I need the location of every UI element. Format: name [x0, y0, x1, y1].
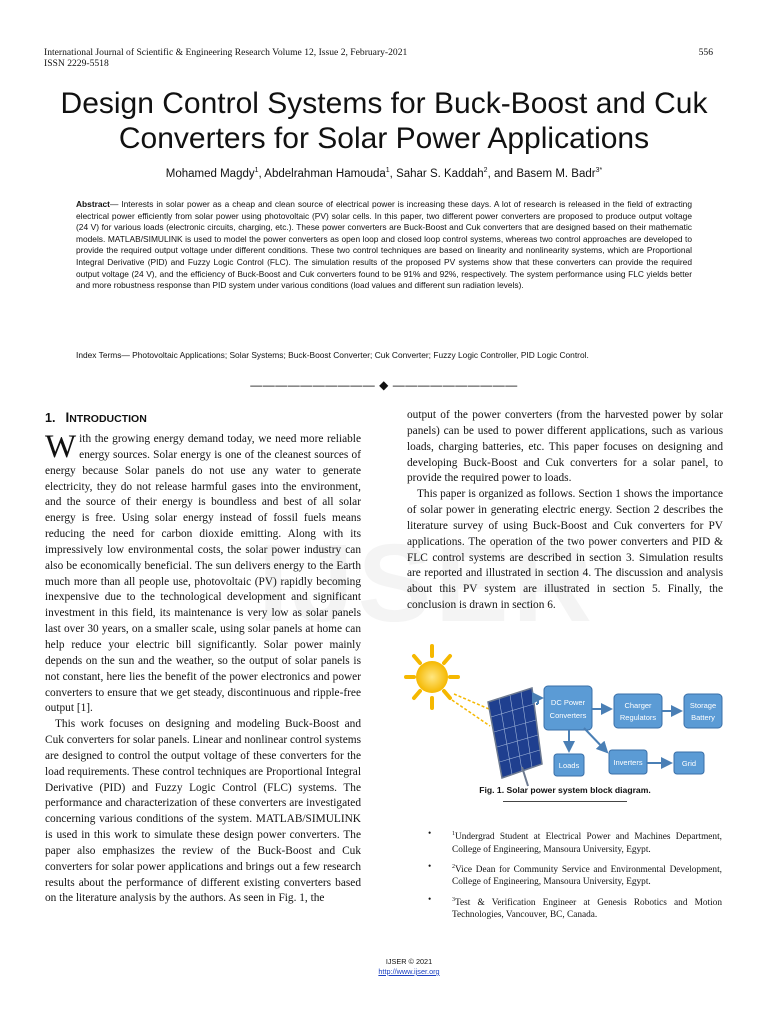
- journal-header: International Journal of Scientific & Engineering Research Volume 12, Issue 2, February-2021: [44, 47, 408, 58]
- footnote-text: Vice Dean for Community Service and Environmental Development, College of Engineering, Mansoura University, Egypt.: [452, 865, 722, 888]
- charger-regulators-block: [614, 694, 662, 728]
- grid-block: [674, 752, 704, 774]
- body-paragraph: This paper is organized as follows. Section 1 shows the importance of solar power in generating electric energy. Section 2 describes the literature survey of using Buck-Boost and Cuk converters for PV applications. The operation of the two power converters and PID & FLC control systems are described in section 3. Simulation results are reported and illustrated in section 4. The discussion and analysis about this PV system are illustrated in section 5. Finally, the conclusion is drawn in section 6.: [407, 488, 723, 612]
- author-affiliation-mark: 3*: [595, 167, 603, 174]
- storage-label-1: Storage: [689, 701, 717, 710]
- footnote-item: [428, 894, 722, 922]
- author-affiliation-mark: 1: [254, 167, 259, 174]
- author-separator: ,: [389, 167, 397, 180]
- footer-copyright: IJSER © 2021: [385, 957, 433, 966]
- bullet-icon: •: [428, 861, 432, 872]
- author-footnotes: [428, 828, 722, 927]
- dc-power-label-2: Converters: [549, 711, 587, 720]
- body-paragraph: output of the power converters (from the harvested power by solar panels) can be used to power different applications, such as various loads, charging batteries, etc. This paper focuses on designing and developing Buck-Boost and Cuk converters for a solar panel, to provide the required power to loads.: [407, 409, 723, 485]
- dc-power-converters-block: [544, 686, 592, 730]
- section-title-rest: NTRODUCTION: [69, 413, 147, 425]
- loads-label: Loads: [558, 761, 580, 770]
- footnote-mark: 2: [452, 863, 455, 870]
- author-affiliation-mark: 2: [483, 167, 488, 174]
- charger-label-1: Charger: [624, 701, 652, 710]
- author-name: Basem M. Badr: [516, 167, 596, 180]
- section-number: 1.: [45, 411, 56, 425]
- solar-panel-icon: [488, 688, 542, 786]
- paragraph-text: ith the growing energy demand today, we need more reliable energy sources. Solar energy is one of the cleanest sources of energy because Solar panels do not use any water to generate electricity, they do not release harmful gases into the environment, and the source of their energy is boundless and best of all solar energy is free. Using solar energy instead of fossil fuels means reducing the need for carbon dioxide emitting. Along with its impressively low environmental costs, the solar power industry can also be economically beneficial. The sun delivers energy to the Earth much more than all people use, photovoltaic (PV) rapidly becoming inexpensive due to the technological development and significant investment in this field, its maintenance is very low as solar panels last over 30 years, on a smaller scale, using solar panels at home can help reduce your electric bill significantly. Solar power mainly depends on the sun and the weather, so the output of solar panels is not constant, here lies the benefit of the power electronics and power converters to ensure that we get steady, discontinuous and ripple-free output [1].: [45, 433, 361, 715]
- author-affiliation-mark: 1: [385, 167, 390, 174]
- paper-title: Design Control Systems for Buck-Boost and Cuk Converters for Solar Power Applications: [60, 87, 708, 155]
- footnote-item: [428, 828, 722, 856]
- abstract-text: — Interests in solar power as a cheap and clean source of electrical power is increasing these days. A lot of research is released in the field of extracting electrical power efficiently from solar power using photovoltaic (PV) solar cells. In this paper, two different power converters are proposed to produce output voltage (24 V) for various loads (electronic circuits, charging, etc.). These power converters are Buck-Boost and Cuk converters that are designed based on their mathematic models. MATLAB/SIMULINK is used to model the power converters as open loop and closed loop control systems, whereas two control approaches are developed to provide the required output voltage under different conditions. These two control techniques are based on linearity and nonlinearity systems, which are Proportional Integral Derivative (PID) and Fuzzy Logic Control (FLC). The simulation results of the proposed PV systems show that these converters can provide the required output voltage (24 V), and the efficiency of Buck-Boost and Cuk converters found to be 91% and 92%, respectively. The system performance using FLC yields better and more robustness response than PID system under various conditions (load values and different sun radiation levels).: [76, 199, 692, 291]
- author-name: Mohamed Magdy: [165, 167, 255, 180]
- section-heading: [45, 410, 147, 425]
- footer-link[interactable]: http://www.ijser.org: [378, 967, 440, 976]
- index-terms-label: Index Terms: [76, 350, 122, 360]
- body-paragraph: [45, 429, 361, 717]
- storage-label-2: Battery: [691, 713, 715, 722]
- footnote-text: Undergrad Student at Electrical Power and Machines Department, College of Engineering, Mansoura University, Egypt.: [452, 832, 722, 855]
- index-terms-text: — Photovoltaic Applications; Solar Systems; Buck-Boost Converter; Cuk Converter; Fuzzy Logic Controller, PID Logic Control.: [121, 350, 589, 360]
- author-separator: ,: [258, 167, 265, 180]
- drop-cap: W: [45, 429, 77, 465]
- loads-block: [554, 754, 584, 776]
- right-column: [407, 408, 723, 614]
- caption-underline: [503, 801, 627, 802]
- footnote-item: [428, 861, 722, 889]
- section-title-initial: I: [65, 410, 70, 425]
- section-divider: —————————— ◆ ——————————: [250, 378, 518, 392]
- storage-battery-block: [684, 694, 722, 728]
- sun-icon: [406, 646, 458, 708]
- bullet-icon: •: [428, 829, 432, 839]
- author-list: [40, 167, 728, 180]
- author-name: Abdelrahman Hamouda: [264, 167, 386, 180]
- footnote-mark: 1: [452, 831, 455, 837]
- inverters-label: Inverters: [613, 758, 643, 767]
- dc-power-label-1: DC Power: [550, 698, 586, 707]
- abstract-label: Abstract: [76, 199, 110, 209]
- page-number: 556: [698, 47, 713, 58]
- author-separator: , and: [487, 167, 517, 180]
- abstract: [76, 199, 692, 292]
- footnote-text: Test & Verification Engineer at Genesis Robotics and Motion Technologies, Vancouver, BC, Canada.: [452, 897, 722, 921]
- index-terms: [76, 350, 692, 362]
- bullet-icon: •: [428, 894, 432, 905]
- left-column: [45, 429, 361, 907]
- author-name: Sahar S. Kaddah: [396, 167, 484, 180]
- solar-system-block-diagram: [404, 642, 726, 788]
- figure-caption: Fig. 1. Solar power system block diagram.: [479, 785, 651, 795]
- arrow-dc-to-inverters: [584, 728, 607, 752]
- issn-header: ISSN 2229-5518: [44, 58, 109, 69]
- charger-label-2: Regulators: [619, 713, 657, 722]
- footnote-mark: 3: [452, 896, 455, 903]
- inverters-block: [609, 750, 647, 774]
- body-paragraph: This work focuses on designing and modeling Buck-Boost and Cuk converters for solar panels. Linear and nonlinear control systems are designed to control the output voltage of these converters for the load requirements. These control techniques are Proportional Integral Derivative (PID) and Fuzzy Logic Control (FLC) systems. The performance and characterization of these converters are investigated concerning various conditions of the system. MATLAB/SIMULINK is used in this work to simulate these design power converters. The paper also emphasizes the review of the Buck-Boost and Cuk converters for solar power applications and brings out a few research results about the performance of different existing converters based on the literature analysis by the authors. As seen in Fig. 1, the: [45, 718, 361, 905]
- grid-label: Grid: [681, 759, 697, 768]
